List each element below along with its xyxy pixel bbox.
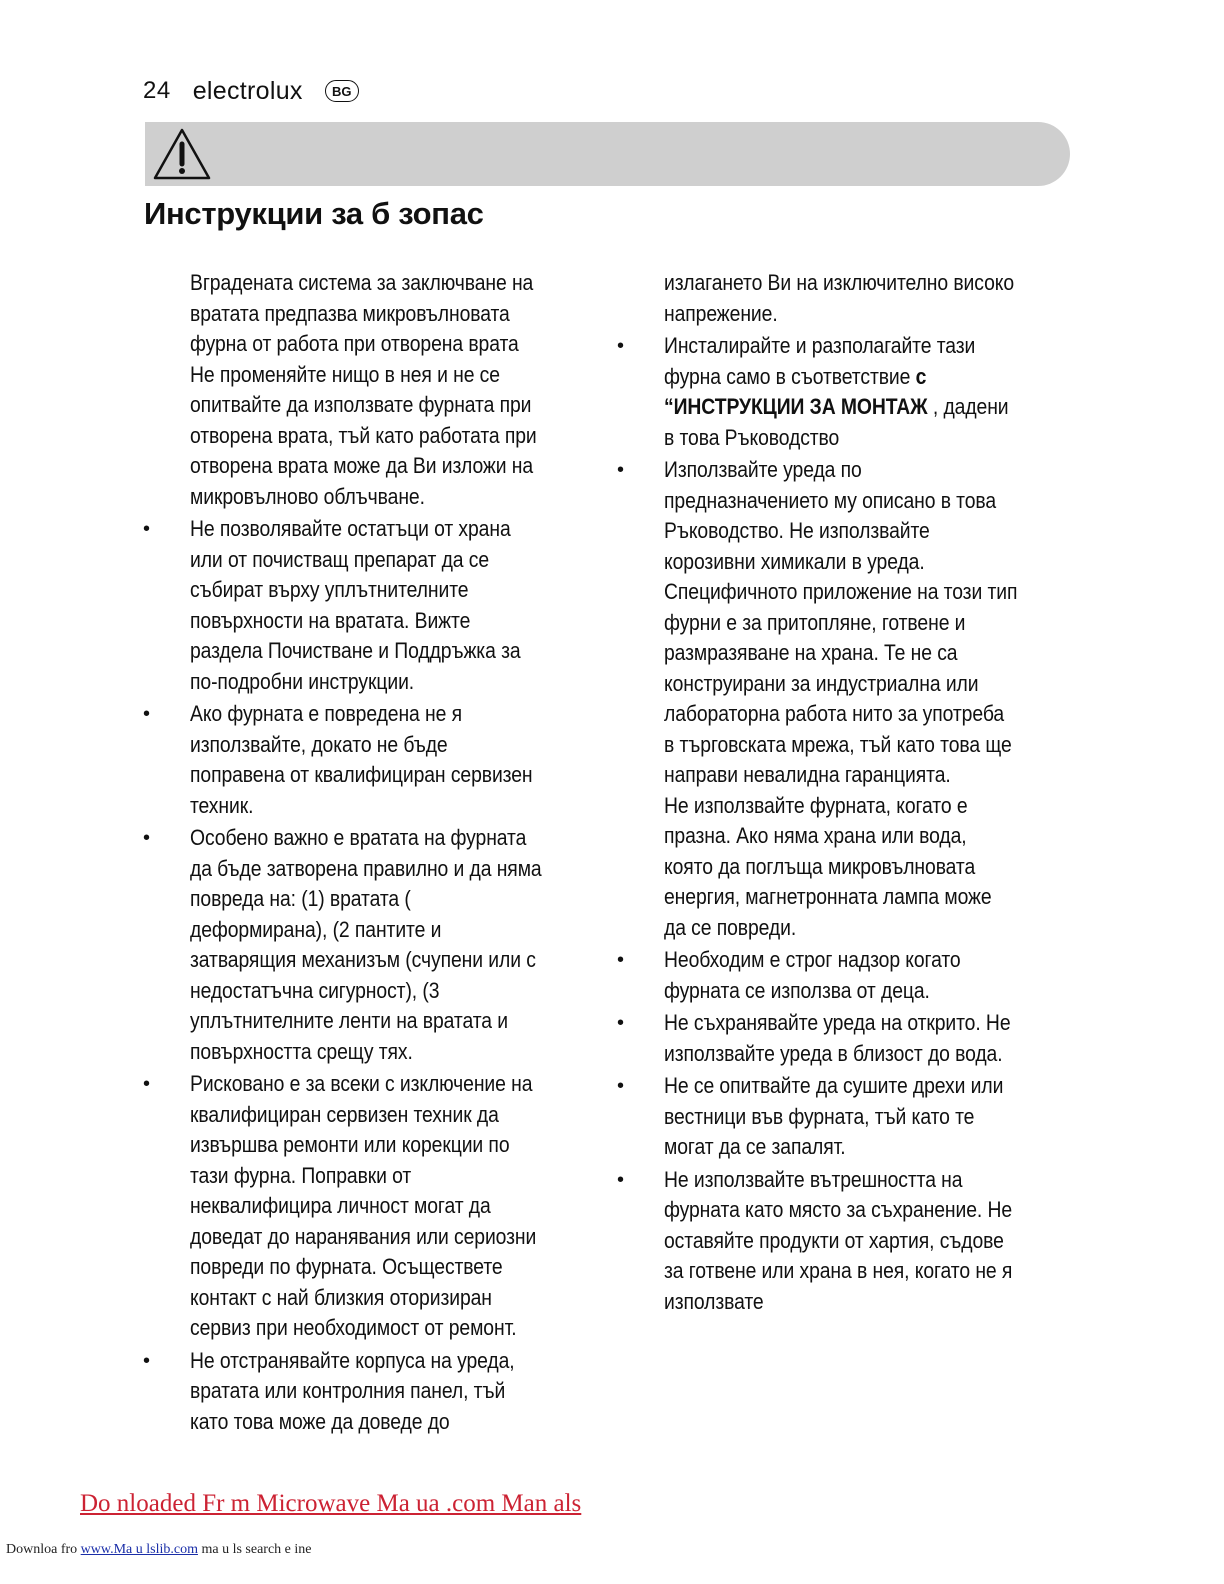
text-line: оставяйте продукти от хартия, съдове — [664, 1227, 1004, 1253]
text-line: Особено важно е вратата на фурната — [190, 825, 527, 850]
text-line: отворена врата, тъй като работата при — [190, 422, 537, 448]
text-line: фурна от работа при отворена врата — [190, 331, 519, 356]
bullet: • — [143, 827, 151, 849]
bullet: • — [617, 335, 625, 357]
footer-text: ma u ls search e ine — [201, 1542, 312, 1557]
text-line: доведат до наранявания или сериозни — [190, 1223, 537, 1249]
text-line: фурната като място за съхранение. Не — [664, 1197, 1013, 1222]
text-line: повърхността срещу тях. — [190, 1038, 413, 1064]
text-line: събират върху уплътнителните — [190, 577, 469, 602]
text-line: затварящия механизъм (счупени или с — [190, 947, 536, 972]
footer-text: Downloa fro — [6, 1542, 78, 1557]
text-line: квалифициран сервизен техник да — [190, 1101, 499, 1127]
right-column — [617, 268, 1077, 1319]
list-item — [143, 1346, 598, 1438]
bold-text: “ИНСТРУКЦИИ ЗА МОНТАЖ — [664, 394, 928, 419]
text-line: Използвайте уреда по — [664, 457, 862, 482]
bullet: • — [617, 949, 625, 971]
bullet: • — [617, 459, 625, 481]
text-span: , дадени — [932, 394, 1009, 419]
warning-triangle-icon — [151, 126, 213, 182]
text-line: повреда на: (1) вратата ( — [190, 886, 411, 911]
bullet: • — [617, 1075, 625, 1097]
text-line: контакт с най близкия оторизиран — [190, 1284, 492, 1310]
text-line: опитвайте да използвате фурната при — [190, 392, 532, 417]
list-item — [617, 455, 1077, 943]
text-line: микровълново облъчване. — [190, 483, 425, 509]
text-line: Не съхранявайте уреда на открито. Не — [664, 1010, 1011, 1035]
text-line: която да поглъща микровълновата — [664, 853, 976, 879]
text-line: Не използвайте вътрешността на — [664, 1166, 963, 1192]
text-line: деформирана), (2 пантите и — [190, 916, 442, 942]
text-line: размразяване на храна. Те не са — [664, 640, 958, 665]
text-line: излагането Ви на изключително високо — [664, 270, 1015, 295]
list-item — [143, 823, 598, 1067]
text-line: фурни е за притопляне, готвене и — [664, 609, 966, 635]
text-line: по-подробни инструкции. — [190, 668, 415, 694]
text-line: могат да се запалят. — [664, 1134, 846, 1159]
list-item — [143, 514, 598, 697]
text-line: Ръководство. Не използвайте — [664, 518, 930, 543]
text-line: направи невалидна гаранцията. — [664, 762, 951, 787]
text-line: лабораторна работа нито за употреба — [664, 701, 1005, 726]
text-line: да се повреди. — [664, 914, 797, 940]
manualslib-link[interactable]: www.Ma u lslib.com — [80, 1542, 198, 1557]
text-line: конструирани за индустриална или — [664, 670, 979, 696]
text-line: извършва ремонти или корекции по — [190, 1132, 510, 1157]
page-header — [143, 74, 359, 108]
text-line — [664, 362, 1019, 393]
bullet: • — [143, 1073, 151, 1095]
text-line: в търговската мрежа, тъй като това ще — [664, 731, 1012, 757]
list-item — [617, 1165, 1077, 1318]
text-line: да бъде затворена правилно и да няма — [190, 855, 542, 881]
text-line: повърхности на вратата. Вижте — [190, 607, 471, 633]
text-line: вестници във фурната, тъй като те — [664, 1103, 975, 1129]
bold-text: с — [915, 363, 927, 389]
brand-name: electrolux — [192, 76, 303, 105]
text-line: Специфичното приложение на този тип — [664, 579, 1018, 604]
warning-bar — [145, 122, 1070, 186]
download-footer-link[interactable]: Do nloaded Fr m Microwave Ma ua .com Man als — [80, 1490, 582, 1517]
text-line: Не позволявайте остатъци от храна — [190, 516, 511, 541]
text-line: вратата предпазва микровълновата — [190, 300, 510, 326]
text-line: корозивни химикали в уреда. — [664, 548, 925, 574]
text-line: сервиз при необходимост от ремонт. — [190, 1315, 517, 1340]
text-line: тази фурна. Поправки от — [190, 1162, 412, 1188]
text-line: предназначението му описано в това — [664, 487, 997, 513]
text-line: или от почистващ препарат да се — [190, 546, 489, 572]
text-line — [664, 392, 1019, 423]
text-line: използвате — [664, 1288, 764, 1314]
text-line: празна. Ако няма храна или вода, — [664, 823, 967, 848]
text-line: Необходим е строг надзор когато — [664, 947, 961, 972]
text-line: повреди по фурната. Осъществете — [190, 1254, 503, 1279]
text-line: отворена врата може да Ви изложи на — [190, 453, 534, 478]
text-line: Рисковано е за всеки с изключение на — [190, 1071, 533, 1096]
page-title: Инструкции за б зопас — [144, 196, 484, 231]
list-item — [617, 1008, 1077, 1069]
text-line: в това Ръководство — [664, 424, 840, 450]
text-line: използвайте, докато не бъде — [190, 731, 448, 757]
list-item — [143, 1069, 598, 1344]
bullet: • — [143, 518, 151, 540]
bullet: • — [617, 1012, 625, 1034]
list-item — [617, 1071, 1077, 1163]
footer-small-text — [6, 1542, 311, 1558]
text-line: техник. — [190, 792, 254, 818]
text-line: фурната се използва от деца. — [664, 977, 930, 1003]
page-number: 24 — [143, 77, 171, 104]
text-line: поправена от квалифициран сервизен — [190, 762, 533, 787]
text-line: недостатъчна сигурност), (3 — [190, 977, 440, 1003]
text-line: напрежение. — [664, 300, 778, 326]
text-line: използвайте уреда в близост до вода. — [664, 1040, 1003, 1066]
text-line: Не отстранявайте корпуса на уреда, — [190, 1347, 515, 1373]
text-line: раздела Почистване и Поддръжка за — [190, 638, 521, 663]
list-item — [143, 268, 598, 512]
text-line: неквалифицира личност могат да — [190, 1193, 491, 1218]
text-line: Ако фурната е повредена не я — [190, 701, 462, 726]
bullet: • — [143, 1349, 151, 1372]
bullet: • — [143, 703, 151, 725]
text-line: уплътнителните ленти на вратата и — [190, 1008, 508, 1033]
list-item — [617, 331, 1077, 453]
list-item — [143, 699, 598, 821]
text-line: като това може да доведе до — [190, 1408, 450, 1434]
text-line: вратата или контролния панел, тъй — [190, 1378, 506, 1403]
text-line: за готвене или храна в нея, когато не я — [664, 1258, 1013, 1283]
left-column — [143, 268, 598, 1439]
list-item — [617, 268, 1077, 329]
text-line: Не използвайте фурната, когато е — [664, 792, 968, 818]
text-line: Вградената система за заключване на — [190, 270, 534, 295]
language-badge: BG — [325, 80, 359, 102]
text-line: енергия, магнетронната лампа може — [664, 884, 992, 909]
text-span: фурна само в съответствие — [664, 363, 911, 389]
text-line: Инсталирайте и разполагайте тази — [664, 333, 976, 358]
list-item — [617, 945, 1077, 1006]
text-line: Не се опитвайте да сушите дрехи или — [664, 1073, 1004, 1098]
bullet: • — [617, 1168, 625, 1191]
text-line: Не променяйте нищо в нея и не се — [190, 361, 500, 387]
